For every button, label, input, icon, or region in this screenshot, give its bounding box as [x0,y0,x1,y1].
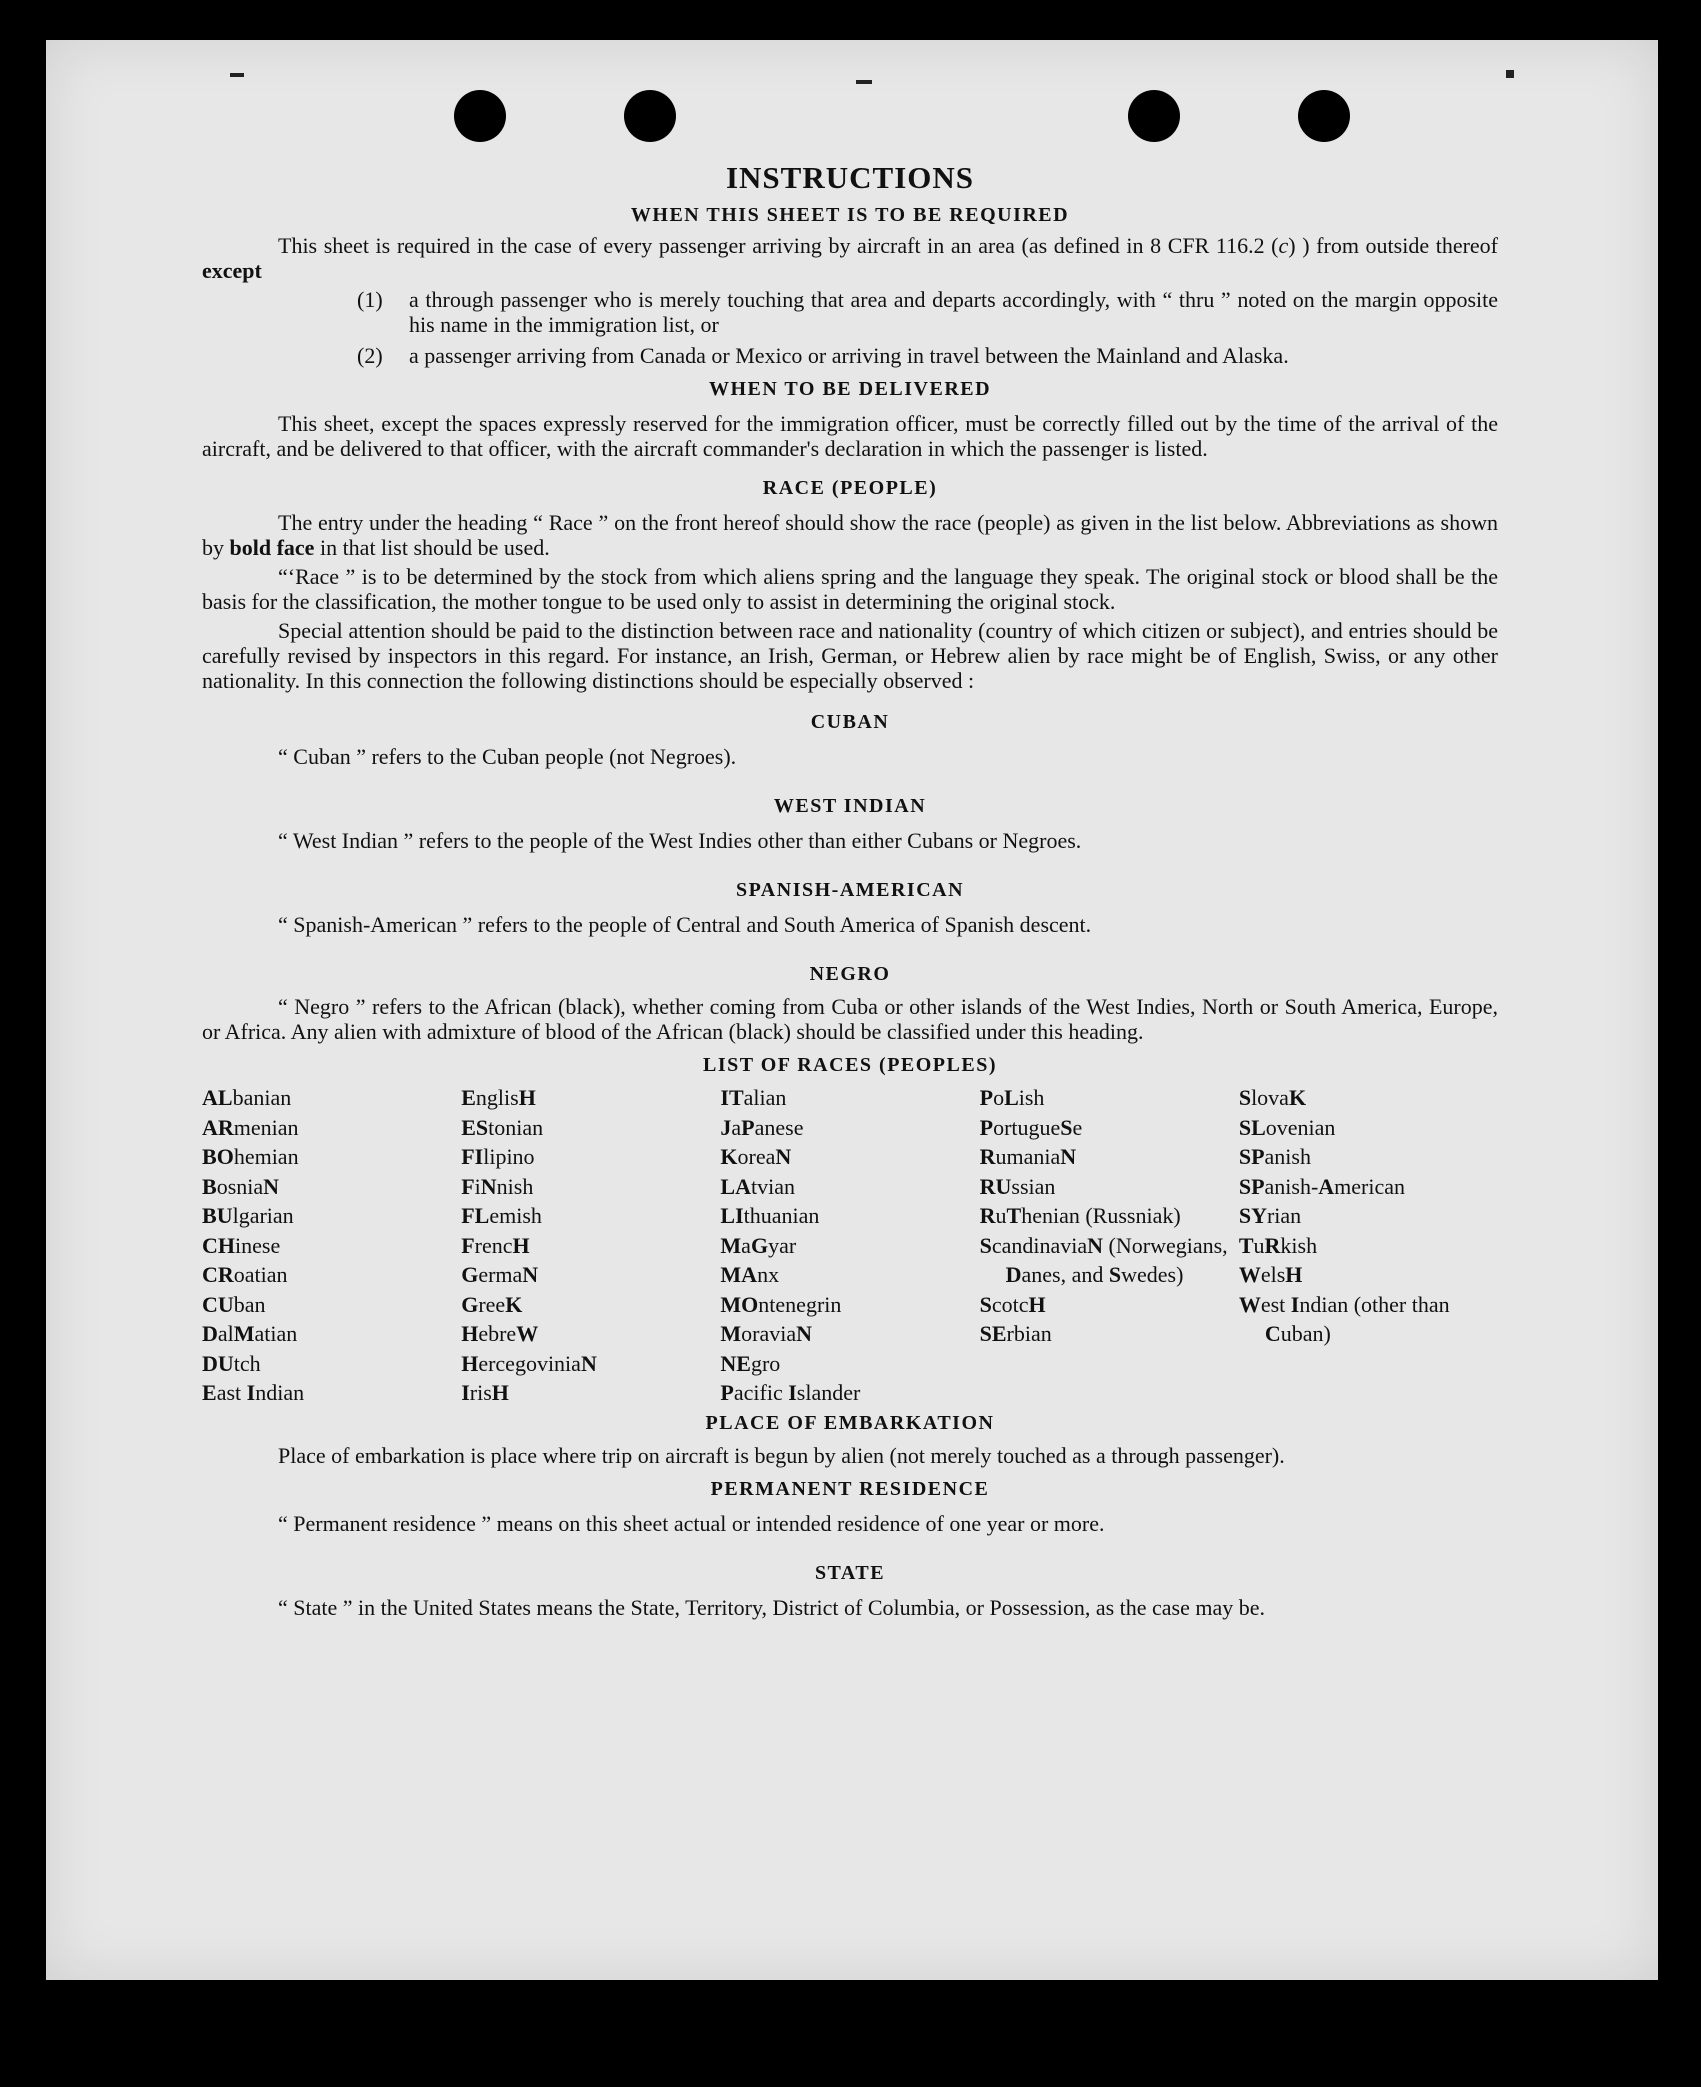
section-heading-race: RACE (PEOPLE) [762,477,938,499]
state-text: “ State ” in the United States means the State, Territory, District of Columbia, or Possession, as the case may be. [278,1594,1266,1620]
section-heading-cuban: CUBAN [810,711,890,733]
race-item: IrisH [461,1380,509,1405]
race-item: GreeK [461,1291,523,1317]
race-item: RuThenian (Russniak) [979,1203,1181,1228]
race-item: HebreW [461,1321,539,1346]
section-heading-embarkation: PLACE OF EMBARKATION [705,1411,995,1434]
punch-hole [624,90,676,142]
race-column [1239,1083,1498,1408]
section-heading-spanish-american: SPANISH-AMERICAN [735,879,965,901]
race-item: LIthuanian [720,1203,820,1228]
race-item: LAtvian [720,1173,795,1199]
race-item: SYrian [1238,1203,1302,1228]
race-column [720,1083,979,1408]
required-intro: This sheet is required in the case of every passenger arriving by aircraft in an area (as defined in 8 CFR 116.2 (c) ) from outside thereof except [202,233,1498,283]
race-item: West Indian (other than Cuban) [1238,1291,1450,1346]
race-item: MOntenegrin [720,1291,842,1317]
section-heading-required: WHEN THIS SHEET IS TO BE REQUIRED [630,204,1070,226]
residence-text: “ Permanent residence ” means on this sheet actual or intended residence of one year or more. [278,1510,1105,1536]
race-item: ALbanian [202,1085,292,1110]
cuban-text: “ Cuban ” refers to the Cuban people (not Negroes). [278,744,737,769]
west-indian-text: “ West Indian ” refers to the people of the West Indies other than either Cubans or Negroes. [278,828,1082,853]
race-item: SLovenian [1238,1114,1336,1140]
race-item: SErbian [979,1321,1052,1346]
race-item: CRoatian [202,1262,288,1287]
race-item: EStonian [461,1114,544,1140]
scan-mark [856,80,872,84]
race-item: WelsH [1238,1262,1303,1287]
race-item: BUlgarian [202,1203,294,1228]
race-item: PoLish [979,1085,1045,1110]
race-item: JaPanese [720,1114,804,1140]
race-item: ScotcH [979,1291,1046,1317]
race-item: EnglisH [461,1085,536,1110]
list-item: (1) a through passenger who is merely touching that area and departs accordingly, with “ thru ” noted on the margin opposite his name in the immigration list, or [357,287,1498,337]
race-item: MAnx [720,1262,780,1287]
race-item: FiNnish [461,1173,534,1199]
race-item: DalMatian [202,1321,298,1346]
race-item: ITalian [720,1085,787,1110]
race-item: Pacific Islander [720,1380,861,1405]
race-column [980,1083,1239,1408]
section-heading-residence: PERMANENT RESIDENCE [710,1477,990,1500]
race-item: KoreaN [720,1144,792,1169]
embarkation-text: Place of embarkation is place where trip on aircraft is begun by alien (not merely touched as a through passenger). [278,1442,1285,1468]
race-item: MaGyar [720,1232,797,1258]
race-item: BOhemian [202,1144,299,1169]
scan-mark [230,73,244,77]
section-heading-delivered: WHEN TO BE DELIVERED [708,378,992,400]
spanish-american-text: “ Spanish-American ” refers to the people of Central and South America of Spanish descent. [278,912,1092,937]
race-item: RUssian [979,1173,1056,1199]
list-item: (2) a passenger arriving from Canada or Mexico or arriving in travel between the Mainland and Alaska. [357,343,1289,368]
page-title: INSTRUCTIONS [725,160,974,195]
race-item: BosniaN [202,1173,280,1199]
race-paragraph-2: “‘Race ” is to be determined by the stock from which aliens spring and the language they speak. The original stock or blood shall be the basis for the classification, the mother tongue to be used only to assist in determining the original stock. [202,564,1498,614]
section-heading-state: STATE [814,1561,886,1584]
race-item: ScandinaviaN (Norwegians, Danes, and Swedes) [979,1232,1228,1287]
race-item: CHinese [202,1232,281,1258]
race-item: ARmenian [202,1114,299,1140]
race-item: FLemish [461,1203,542,1228]
negro-text: “ Negro ” refers to the African (black), whether coming from Cuba or other islands of the West Indies, North or South America, Europe, or Africa. Any alien with admixture of blood of the African (black) should be classified under this heading. [202,994,1498,1044]
section-heading-negro: NEGRO [809,963,891,985]
race-item: East Indian [202,1380,305,1405]
races-list [202,1083,1498,1408]
race-item: FIlipino [461,1144,535,1169]
race-column [461,1083,720,1408]
race-item: PortugueSe [979,1114,1083,1140]
race-item: RumaniaN [979,1144,1077,1169]
section-heading-west-indian: WEST INDIAN [773,795,927,817]
race-item: GermaN [461,1262,539,1287]
delivered-text: This sheet, except the spaces expressly reserved for the immigration officer, must be correctly filled out by the time of the arrival of the aircraft, and be delivered to that officer, with the aircraft commander's declaration in which the passenger is listed. [202,411,1498,461]
race-item: NEgro [720,1350,781,1376]
instructions-content [202,160,1498,1620]
race-item: HercegoviniaN [461,1350,597,1376]
race-item: CUban [202,1291,266,1317]
race-item: DUtch [202,1350,261,1376]
race-paragraph-3: Special attention should be paid to the distinction between race and nationality (country of which citizen or subject), and entries should be carefully revised by inspectors in this regard. For instance, an Irish, German, or Hebrew alien by race might be of English, Swiss, or any other nationality. In this connection the following distinctions should be especially observed : [202,618,1498,693]
race-item: SPanish [1238,1144,1311,1169]
scan-mark [1506,70,1514,78]
race-item: TuRkish [1238,1232,1318,1258]
punch-hole [1128,90,1180,142]
section-heading-list-of-races: LIST OF RACES (PEOPLES) [702,1054,997,1076]
race-item: MoraviaN [720,1321,813,1346]
punch-hole [1298,90,1350,142]
race-item: SlovaK [1238,1085,1307,1110]
race-column [202,1083,461,1408]
punch-hole [454,90,506,142]
race-paragraph-1: The entry under the heading “ Race ” on the front hereof should show the race (people) as given in the list below. Abbreviations as shown by bold face in that list should be used. [202,510,1498,560]
race-item: SPanish-American [1238,1173,1406,1199]
race-item: FrencH [461,1232,530,1258]
